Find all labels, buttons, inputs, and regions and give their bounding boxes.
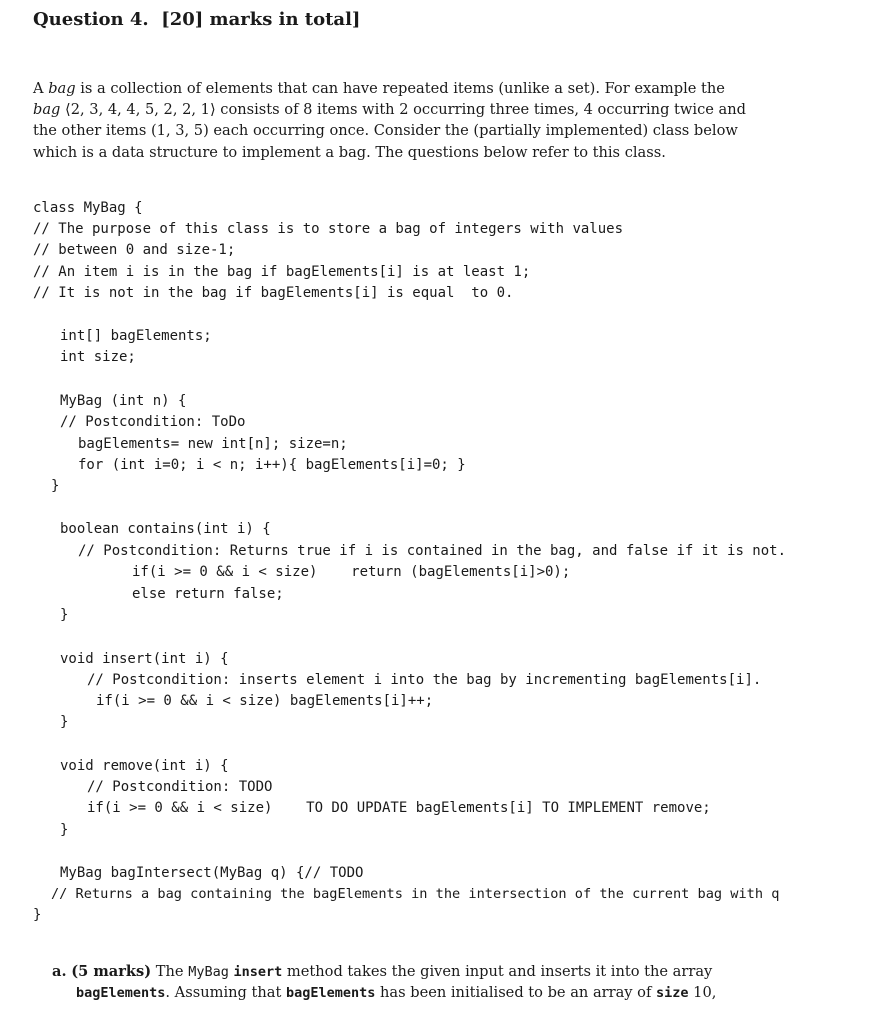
code-line: int size; (60, 349, 136, 365)
code-comment: // It is not in the bag if bagElements[i] is equal to 0. (33, 285, 514, 301)
code-line: if(i >= 0 && i < size) TO DO UPDATE bagElements[i] TO IMPLEMENT remove; (87, 800, 711, 816)
intro-line-3: the other items (1, 3, 5) each occurring once. Consider the (partially implemented) class below (33, 122, 738, 139)
code-line: MyBag (int n) { (60, 393, 187, 409)
code-comment: // Postcondition: inserts element i into the bag by incrementing bagElements[i]. (87, 672, 762, 688)
part-a-line-2: bagElements. Assuming that bagElements has been initialised to be an array of size 10, (76, 984, 717, 1001)
code-comment: // Postcondition: Returns true if i is contained in the bag, and false if it is not. (78, 543, 787, 559)
part-a-label: a. (52, 963, 67, 980)
code-comment: // Postcondition: ToDo (60, 414, 246, 430)
code-comment: // The purpose of this class is to store a bag of integers with values (33, 221, 624, 237)
code-line: } (60, 822, 69, 838)
intro-line-1: A bag is a collection of elements that can have repeated items (unlike a set). For example the (33, 80, 725, 97)
code-line: int[] bagElements; (60, 328, 212, 344)
code-line: if(i >= 0 && i < size) bagElements[i]++; (96, 693, 434, 709)
code-line: else return false; (132, 586, 284, 602)
code-comment: // Postcondition: TODO (87, 779, 273, 795)
code-line: class MyBag { (33, 200, 143, 216)
code-line: for (int i=0; i < n; i++){ bagElements[i]=0; } (78, 457, 466, 473)
code-line: if(i >= 0 && i < size) return (bagElements[i]>0); (132, 564, 571, 580)
question-title: Question 4. [20] marks in total] (33, 9, 361, 30)
code-line: void remove(int i) { (60, 758, 229, 774)
code-line: bagElements= new int[n]; size=n; (78, 436, 348, 452)
code-line: void insert(int i) { (60, 651, 229, 667)
intro-line-4: which is a data structure to implement a bag. The questions below refer to this class. (33, 144, 666, 161)
code-comment: // between 0 and size-1; (33, 242, 236, 258)
code-line: } (60, 607, 69, 623)
code-line: boolean contains(int i) { (60, 521, 271, 537)
code-comment: // Returns a bag containing the bagElements in the intersection of the current bag with q (51, 886, 780, 902)
intro-line-2: bag ⟨2, 3, 4, 4, 5, 2, 2, 1⟩ consists of 8 items with 2 occurring three times, 4 occurring twice and (33, 101, 746, 118)
part-a-marks: (5 marks) (71, 963, 152, 980)
part-a-line-1: a. (5 marks) The MyBag insert method takes the given input and inserts it into the array (52, 963, 713, 980)
code-line: } (60, 714, 69, 730)
code-line: } (33, 907, 42, 923)
code-comment: // An item i is in the bag if bagElements[i] is at least 1; (33, 264, 531, 280)
code-line: } (51, 478, 60, 494)
code-line: MyBag bagIntersect(MyBag q) {// TODO (60, 865, 364, 881)
